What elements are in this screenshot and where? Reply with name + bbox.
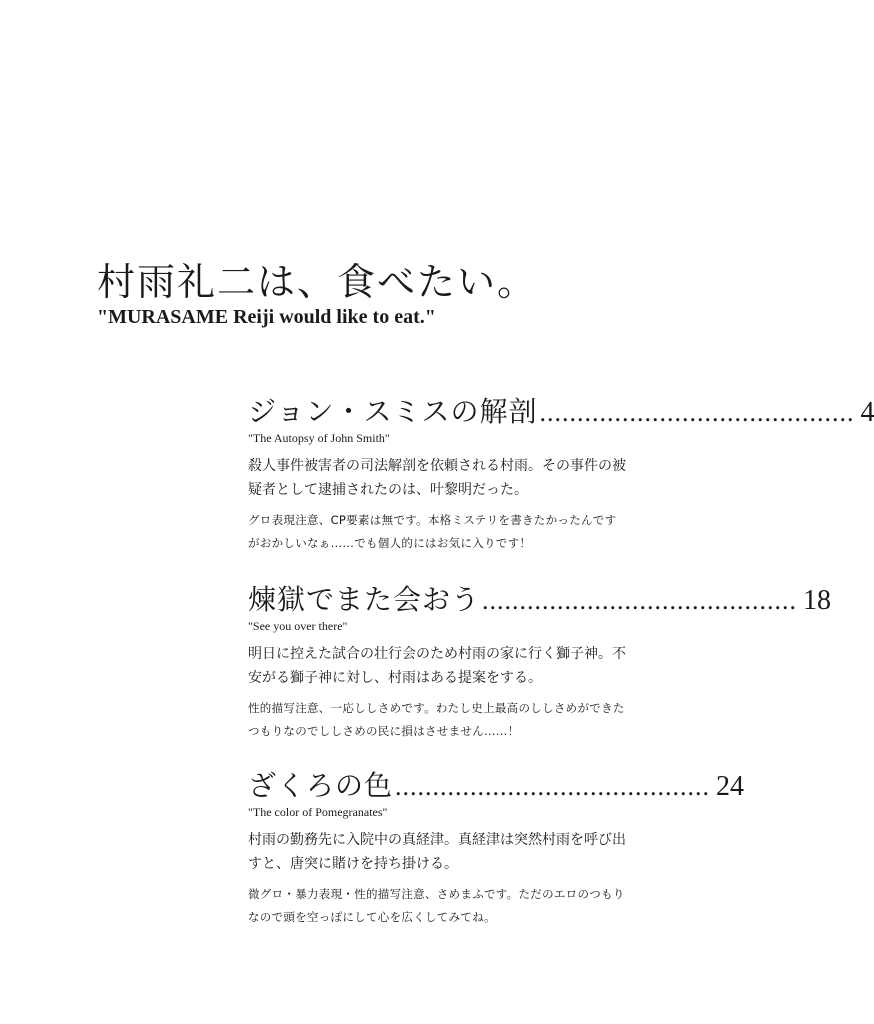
toc-page-number: 4	[860, 397, 874, 428]
book-title-ja: 村雨礼二は、食べたい。	[97, 260, 538, 304]
toc-entry-note: 性的描写注意、一応ししさめです。わたし史上最高のししさめができたつもりなのでししさめの民に損はさせません……！	[248, 701, 625, 738]
toc-entry-description: 村雨の勤務先に入院中の真経津。真経津は突然村雨を呼び出すと、唐突に賭けを持ち掛ける。	[248, 832, 626, 872]
toc-entry-2	[248, 580, 832, 743]
toc-entry-subtitle: "See you over there"	[248, 619, 348, 633]
toc-entry-note: 微グロ・暴力表現・性的描写注意、さめまふです。ただのエロのつもりなので頭を空っぽにして心を広くしてみてね。	[248, 887, 625, 924]
toc-entry-description: 殺人事件被害者の司法解剖を依頼される村雨。その事件の被疑者として逮捕されたのは、叶黎明だった。	[248, 458, 626, 498]
toc-entry-description: 明日に控えた試合の壮行会のため村雨の家に行く獅子神。不安がる獅子神に対し、村雨はある提案をする。	[248, 646, 626, 686]
book-title-en: "MURASAME Reiji would like to eat."	[97, 306, 436, 328]
toc-page-number: 24	[716, 771, 745, 802]
toc-entry-3	[248, 766, 745, 929]
toc-entry-title: ざくろの色	[248, 769, 394, 802]
toc-leader-dots: ..........................................	[395, 772, 711, 801]
toc-leader-dots: ..........................................	[539, 398, 855, 427]
toc-leader-dots: ..........................................	[482, 586, 798, 615]
toc-entry-subtitle: "The Autopsy of John Smith"	[248, 431, 390, 445]
toc-page-number: 18	[803, 585, 832, 616]
toc-entry-note: グロ表現注意、CP要素は無です。本格ミステリを書きたかったんですがおかしいなぁ……でも個人的にはお気に入りです！	[248, 513, 617, 550]
toc-entry-1	[248, 392, 874, 555]
toc-entry-subtitle: "The color of Pomegranates"	[248, 805, 388, 819]
toc-entry-title: ジョン・スミスの解剖	[248, 395, 538, 428]
toc-entry-title: 煉獄でまた会おう	[248, 583, 481, 616]
